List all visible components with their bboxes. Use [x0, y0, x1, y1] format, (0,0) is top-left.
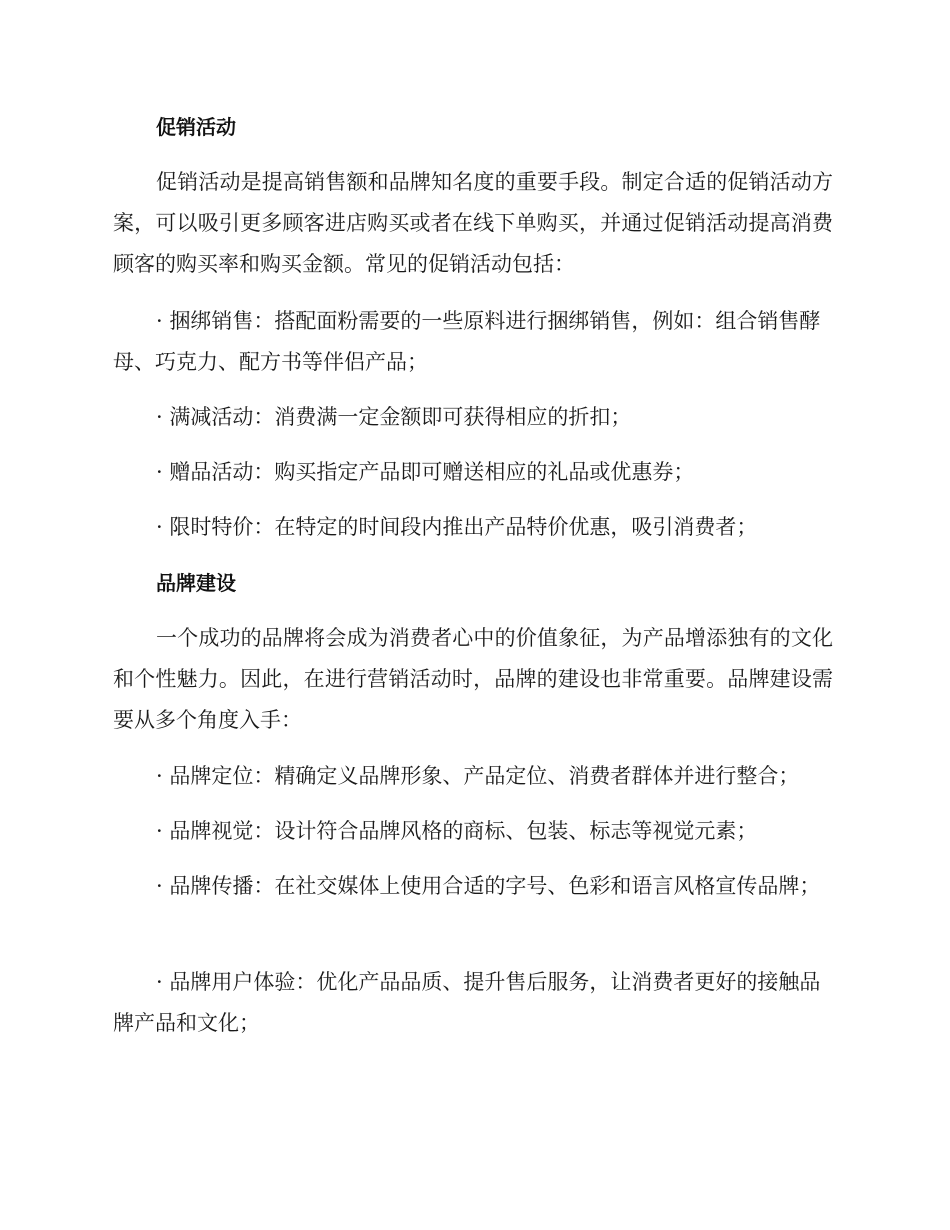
promotions-item-discount: · 满减活动：消费满一定金额即可获得相应的折扣；	[156, 405, 632, 429]
promotions-item-bundle-sale: · 捆绑销售：搭配面粉需要的一些原料进行捆绑销售，例如：组合销售酵母、巧克力、配方书等伴侣产品；	[113, 309, 821, 374]
branding-item-positioning: · 品牌定位：精确定义品牌形象、产品定位、消费者群体并进行整合；	[156, 764, 800, 788]
branding-item-user-experience: · 品牌用户体验：优化产品品质、提升售后服务，让消费者更好的接触品牌产品和文化；	[113, 970, 821, 1035]
branding-intro-paragraph: 一个成功的品牌将会成为消费者心中的价值象征，为产品增添独有的文化和个性魅力。因此，在进行营销活动时，品牌的建设也非常重要。品牌建设需要从多个角度入手：	[113, 626, 833, 732]
promotions-intro-paragraph: 促销活动是提高销售额和品牌知名度的重要手段。制定合适的促销活动方案，可以吸引更多顾客进店购买或者在线下单购买，并通过促销活动提高消费顾客的购买率和购买金额。常见的促销活动包括：	[113, 170, 833, 276]
branding-item-communication: · 品牌传播：在社交媒体上使用合适的字号、色彩和语言风格宣传品牌；	[156, 874, 821, 898]
section-heading-promotions: 促销活动	[156, 115, 236, 139]
promotions-item-gift: · 赠品活动：购买指定产品即可赠送相应的礼品或优惠券；	[156, 460, 695, 484]
branding-item-visual: · 品牌视觉：设计符合品牌风格的商标、包装、标志等视觉元素；	[156, 819, 758, 843]
promotions-item-limited-time: · 限时特价：在特定的时间段内推出产品特价优惠，吸引消费者；	[156, 515, 758, 539]
section-heading-branding: 品牌建设	[156, 571, 236, 595]
